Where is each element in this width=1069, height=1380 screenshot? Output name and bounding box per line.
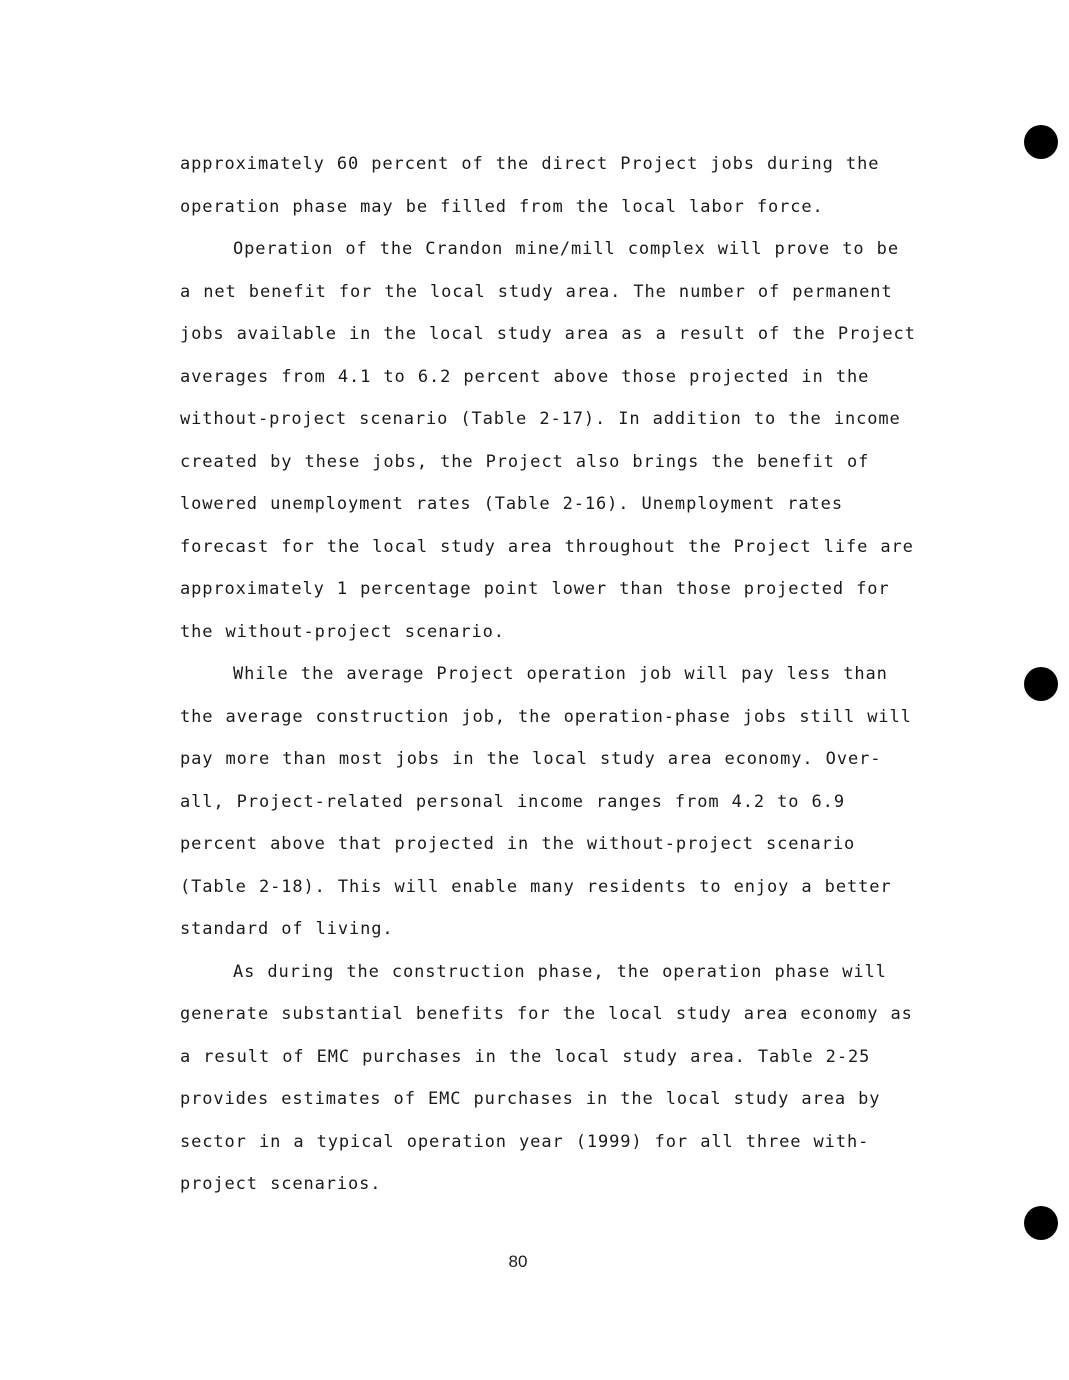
body-text: [180, 143, 916, 1206]
text-line: forecast for the local study area throughout the Project life are: [180, 536, 914, 557]
text-line: provides estimates of EMC purchases in the local study area by: [180, 1089, 881, 1109]
text-line: the average construction job, the operation-phase jobs still will: [180, 706, 912, 727]
page-number: 80: [508, 1252, 528, 1271]
text-line: without-project scenario (Table 2-17). In addition to the income: [180, 409, 901, 429]
punch-hole-middle: [1024, 667, 1058, 701]
text-line: While the average Project operation job will pay less than: [233, 664, 888, 684]
text-line: percent above that projected in the without-project scenario: [180, 834, 856, 854]
text-line: approximately 1 percentage point lower than those projected for: [180, 579, 890, 599]
punch-hole-top: [1024, 125, 1058, 159]
text-line: operation phase may be filled from the local labor force.: [180, 196, 824, 217]
text-line: lowered unemployment rates (Table 2-16). Unemployment rates: [180, 494, 843, 514]
text-line: pay more than most jobs in the local study area economy. Over-: [180, 749, 882, 769]
punch-hole-bottom: [1024, 1206, 1058, 1240]
text-line: all, Project-related personal income ranges from 4.2 to 6.9: [180, 791, 845, 812]
text-line: approximately 60 percent of the direct Project jobs during the: [180, 154, 880, 174]
text-line: (Table 2-18). This will enable many residents to enjoy a better: [180, 876, 892, 897]
text-line: Operation of the Crandon mine/mill complex will prove to be: [233, 239, 899, 259]
text-line: the without-project scenario.: [180, 621, 505, 642]
text-line: a net benefit for the local study area. The number of permanent: [180, 281, 893, 302]
text-line: jobs available in the local study area as a result of the Project: [180, 324, 916, 344]
text-line: standard of living.: [180, 919, 394, 939]
text-line: a result of EMC purchases in the local study area. Table 2-25: [180, 1046, 871, 1067]
text-line: project scenarios.: [180, 1174, 382, 1194]
text-line: averages from 4.1 to 6.2 percent above those projected in the: [180, 366, 870, 387]
text-line: As during the construction phase, the operation phase will: [233, 961, 887, 982]
text-line: created by these jobs, the Project also brings the benefit of: [180, 451, 870, 472]
text-line: sector in a typical operation year (1999) for all three with-: [180, 1131, 870, 1152]
text-line: generate substantial benefits for the local study area economy as: [180, 1004, 913, 1024]
